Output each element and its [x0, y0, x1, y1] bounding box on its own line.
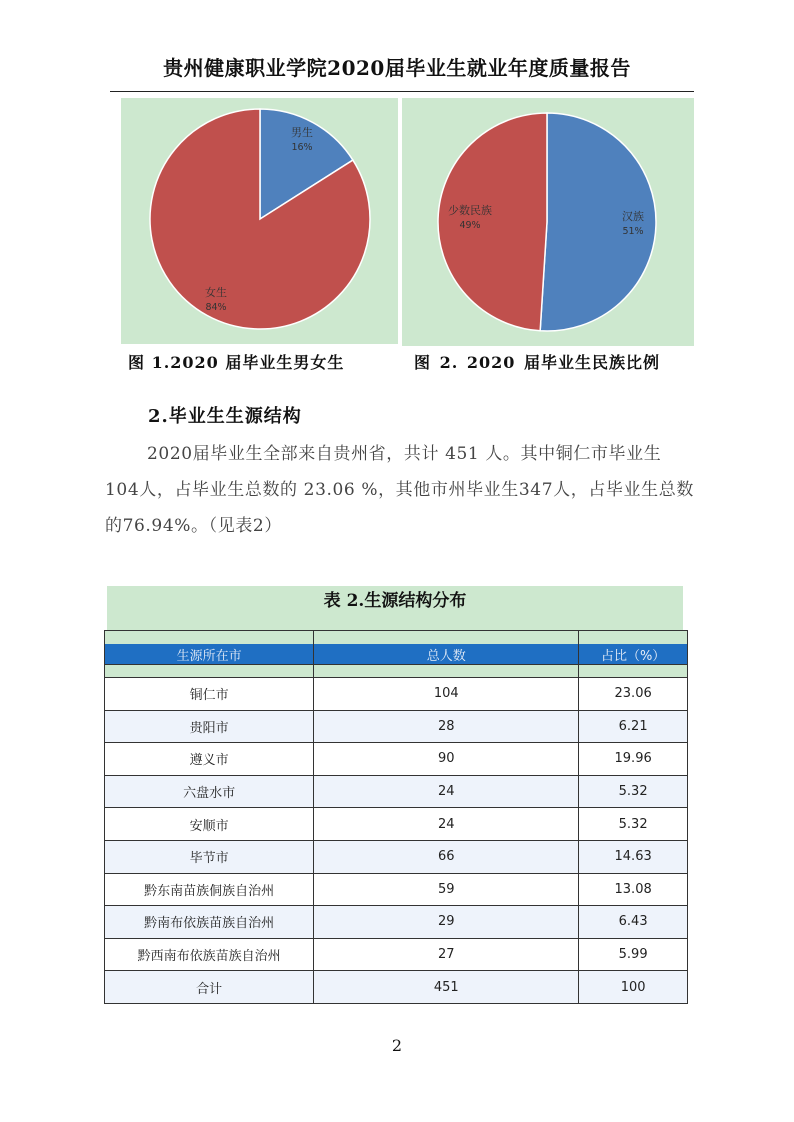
percent-cell: 19.96 — [579, 743, 688, 776]
total-cell: 451 — [314, 971, 579, 1004]
source-distribution-table — [104, 630, 688, 1004]
table-row — [105, 775, 688, 808]
section-heading: 2.毕业生生源结构 — [148, 406, 302, 427]
percent-cell: 6.43 — [579, 906, 688, 939]
slice-label-0: 男生 — [291, 126, 313, 139]
city-cell: 黔南布依族苗族自治州 — [105, 906, 314, 939]
total-cell: 29 — [314, 906, 579, 939]
slice-label-0: 汉族 — [622, 210, 644, 223]
city-cell: 铜仁市 — [105, 678, 314, 711]
city-cell: 贵阳市 — [105, 710, 314, 743]
section-paragraph: 2020届毕业生全部来自贵州省，共计 451 人。其中铜仁市毕业生 104人，占毕业生总数的 23.06 %，其他市州毕业生347人，占毕业生总数的76.94%。（见表2） — [105, 444, 694, 536]
report-title: 贵州健康职业学院2020届毕业生就业年度质量报告 — [163, 56, 631, 80]
ethnicity-pie-chart — [402, 98, 694, 346]
percent-cell: 5.32 — [579, 808, 688, 841]
slice-label-1: 女生 — [205, 286, 227, 299]
figure-1-caption: 图 1.2020 届毕业生男女生 — [128, 353, 345, 372]
table-row — [105, 938, 688, 971]
total-cell: 104 — [314, 678, 579, 711]
slice-percent-1: 84% — [205, 302, 227, 313]
total-cell: 90 — [314, 743, 579, 776]
total-cell: 27 — [314, 938, 579, 971]
table-row — [105, 873, 688, 906]
percent-cell: 13.08 — [579, 873, 688, 906]
city-cell: 合计 — [105, 971, 314, 1004]
table-title: 表 2.生源结构分布 — [107, 586, 683, 630]
table-row — [105, 710, 688, 743]
percent-cell: 5.99 — [579, 938, 688, 971]
table-row — [105, 840, 688, 873]
city-cell: 毕节市 — [105, 840, 314, 873]
pie-slice-1 — [438, 113, 547, 331]
total-cell: 66 — [314, 840, 579, 873]
slice-label-1: 少数民族 — [448, 204, 492, 217]
city-cell: 黔西南布依族苗族自治州 — [105, 938, 314, 971]
gender-pie-svg — [121, 98, 398, 344]
city-cell: 安顺市 — [105, 808, 314, 841]
page-number: 2 — [391, 1036, 403, 1055]
slice-percent-0: 51% — [622, 226, 644, 237]
total-cell: 59 — [314, 873, 579, 906]
figure-2-caption: 图 2. 2020 届毕业生民族比例 — [414, 353, 660, 372]
percent-cell: 14.63 — [579, 840, 688, 873]
percent-cell: 6.21 — [579, 710, 688, 743]
total-cell: 24 — [314, 808, 579, 841]
slice-percent-1: 49% — [459, 220, 481, 231]
percent-cell: 23.06 — [579, 678, 688, 711]
city-cell: 黔东南苗族侗族自治州 — [105, 873, 314, 906]
total-cell: 28 — [314, 710, 579, 743]
column-header-percent: 占比（%） — [579, 644, 688, 665]
column-header-city: 生源所在市 — [105, 644, 314, 665]
table-row — [105, 743, 688, 776]
table-row — [105, 906, 688, 939]
table-row — [105, 808, 688, 841]
percent-cell: 100 — [579, 971, 688, 1004]
total-cell: 24 — [314, 775, 579, 808]
column-header-total: 总人数 — [314, 644, 579, 665]
table-row — [105, 971, 688, 1004]
slice-percent-0: 16% — [291, 142, 313, 153]
city-cell: 六盘水市 — [105, 775, 314, 808]
gender-pie-chart — [121, 98, 398, 344]
city-cell: 遵义市 — [105, 743, 314, 776]
percent-cell: 5.32 — [579, 775, 688, 808]
ethnicity-pie-svg — [402, 98, 694, 346]
header-divider — [110, 91, 694, 92]
table-row — [105, 678, 688, 711]
